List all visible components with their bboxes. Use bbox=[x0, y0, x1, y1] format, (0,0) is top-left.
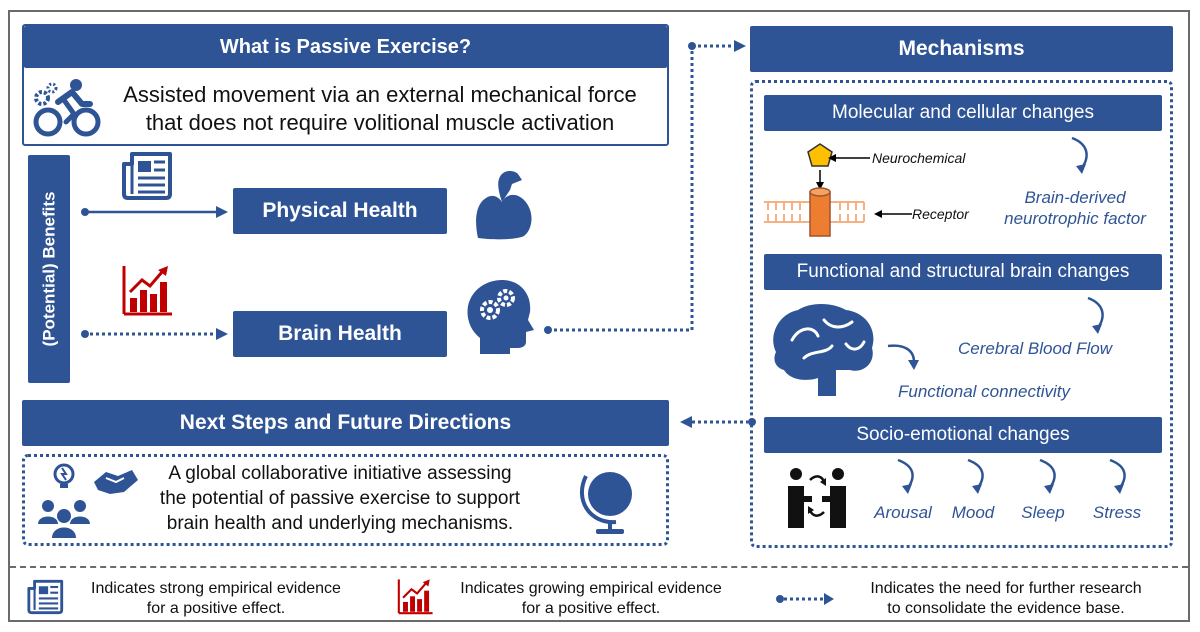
curved-arrow-icon bbox=[1106, 458, 1130, 496]
brain-health-box: Brain Health bbox=[233, 311, 447, 357]
curved-arrow-icon bbox=[1036, 458, 1060, 496]
bdnf-line-1: Brain-derived bbox=[1024, 188, 1126, 207]
functional-title: Functional and structural brain changes bbox=[764, 254, 1162, 290]
socio-item-stress: Stress bbox=[1092, 503, 1142, 522]
socio-title: Socio-emotional changes bbox=[764, 417, 1162, 453]
next-line-2: the potential of passive exercise to support bbox=[159, 488, 521, 509]
legend-strong-line-1: Indicates strong empirical evidence bbox=[91, 580, 341, 597]
people-exchange-icon bbox=[784, 466, 850, 530]
what-title: What is Passive Exercise? bbox=[24, 26, 667, 68]
cbf-label: Cerebral Blood Flow bbox=[957, 339, 1112, 358]
connectivity-label: Functional connectivity bbox=[898, 382, 1070, 401]
legend-growing-line-1: Indicates growing empirical evidence bbox=[460, 580, 722, 597]
team-idea-icon bbox=[32, 462, 142, 538]
legend-strong-line-2: for a positive effect. bbox=[146, 600, 286, 617]
legend-growing-line-2: for a positive effect. bbox=[521, 600, 661, 617]
receptor-shape bbox=[810, 192, 830, 236]
mechanisms-title: Mechanisms bbox=[750, 26, 1173, 72]
curved-arrow-icon bbox=[886, 342, 922, 372]
what-line-2: that does not require volitional muscle activation bbox=[145, 110, 615, 135]
legend-newspaper-icon bbox=[26, 578, 66, 616]
cyclist-icon bbox=[32, 76, 102, 138]
legend-need-line-1: Indicates the need for further research bbox=[870, 580, 1142, 597]
growth-chart-icon bbox=[120, 264, 174, 318]
next-steps-title: Next Steps and Future Directions bbox=[22, 400, 669, 446]
neurochemical-shape bbox=[808, 144, 832, 166]
what-line-1: Assisted movement via an external mechanical force bbox=[123, 82, 637, 107]
receptor-label: Receptor bbox=[912, 206, 969, 222]
flexed-arm-icon bbox=[472, 168, 538, 240]
curved-arrow-icon bbox=[1068, 136, 1092, 176]
molecular-title: Molecular and cellular changes bbox=[764, 95, 1162, 131]
socio-item-sleep: Sleep bbox=[1021, 503, 1065, 522]
next-line-1: A global collaborative initiative assessing bbox=[168, 463, 512, 484]
globe-icon bbox=[580, 466, 640, 536]
legend-need-line-2: to consolidate the evidence base. bbox=[887, 600, 1125, 617]
next-steps-connector bbox=[678, 414, 758, 430]
curved-arrow-icon bbox=[894, 458, 918, 496]
physical-arrow bbox=[80, 204, 230, 220]
bdnf-line-2: neurotrophic factor bbox=[1004, 209, 1146, 228]
mechanisms-connector bbox=[540, 42, 750, 342]
socio-item-mood: Mood bbox=[951, 503, 995, 522]
curved-arrow-icon bbox=[964, 458, 988, 496]
neurochemical-label: Neurochemical bbox=[872, 150, 966, 166]
benefits-vertical-bar bbox=[28, 155, 70, 383]
legend-divider bbox=[10, 566, 1188, 568]
newspaper-icon bbox=[120, 150, 176, 202]
brain-arrow bbox=[80, 326, 230, 342]
socio-item-arousal: Arousal bbox=[874, 503, 932, 522]
head-gears-icon bbox=[464, 278, 534, 356]
benefits-label: (Potential) Benefits bbox=[39, 191, 58, 347]
next-line-3: brain health and underlying mechanisms. bbox=[166, 513, 514, 534]
legend-growth-icon bbox=[396, 578, 434, 616]
physical-health-box: Physical Health bbox=[233, 188, 447, 234]
brain-icon bbox=[766, 300, 882, 400]
curved-arrow-icon bbox=[1084, 296, 1108, 336]
legend-dotted-arrow bbox=[776, 592, 836, 606]
